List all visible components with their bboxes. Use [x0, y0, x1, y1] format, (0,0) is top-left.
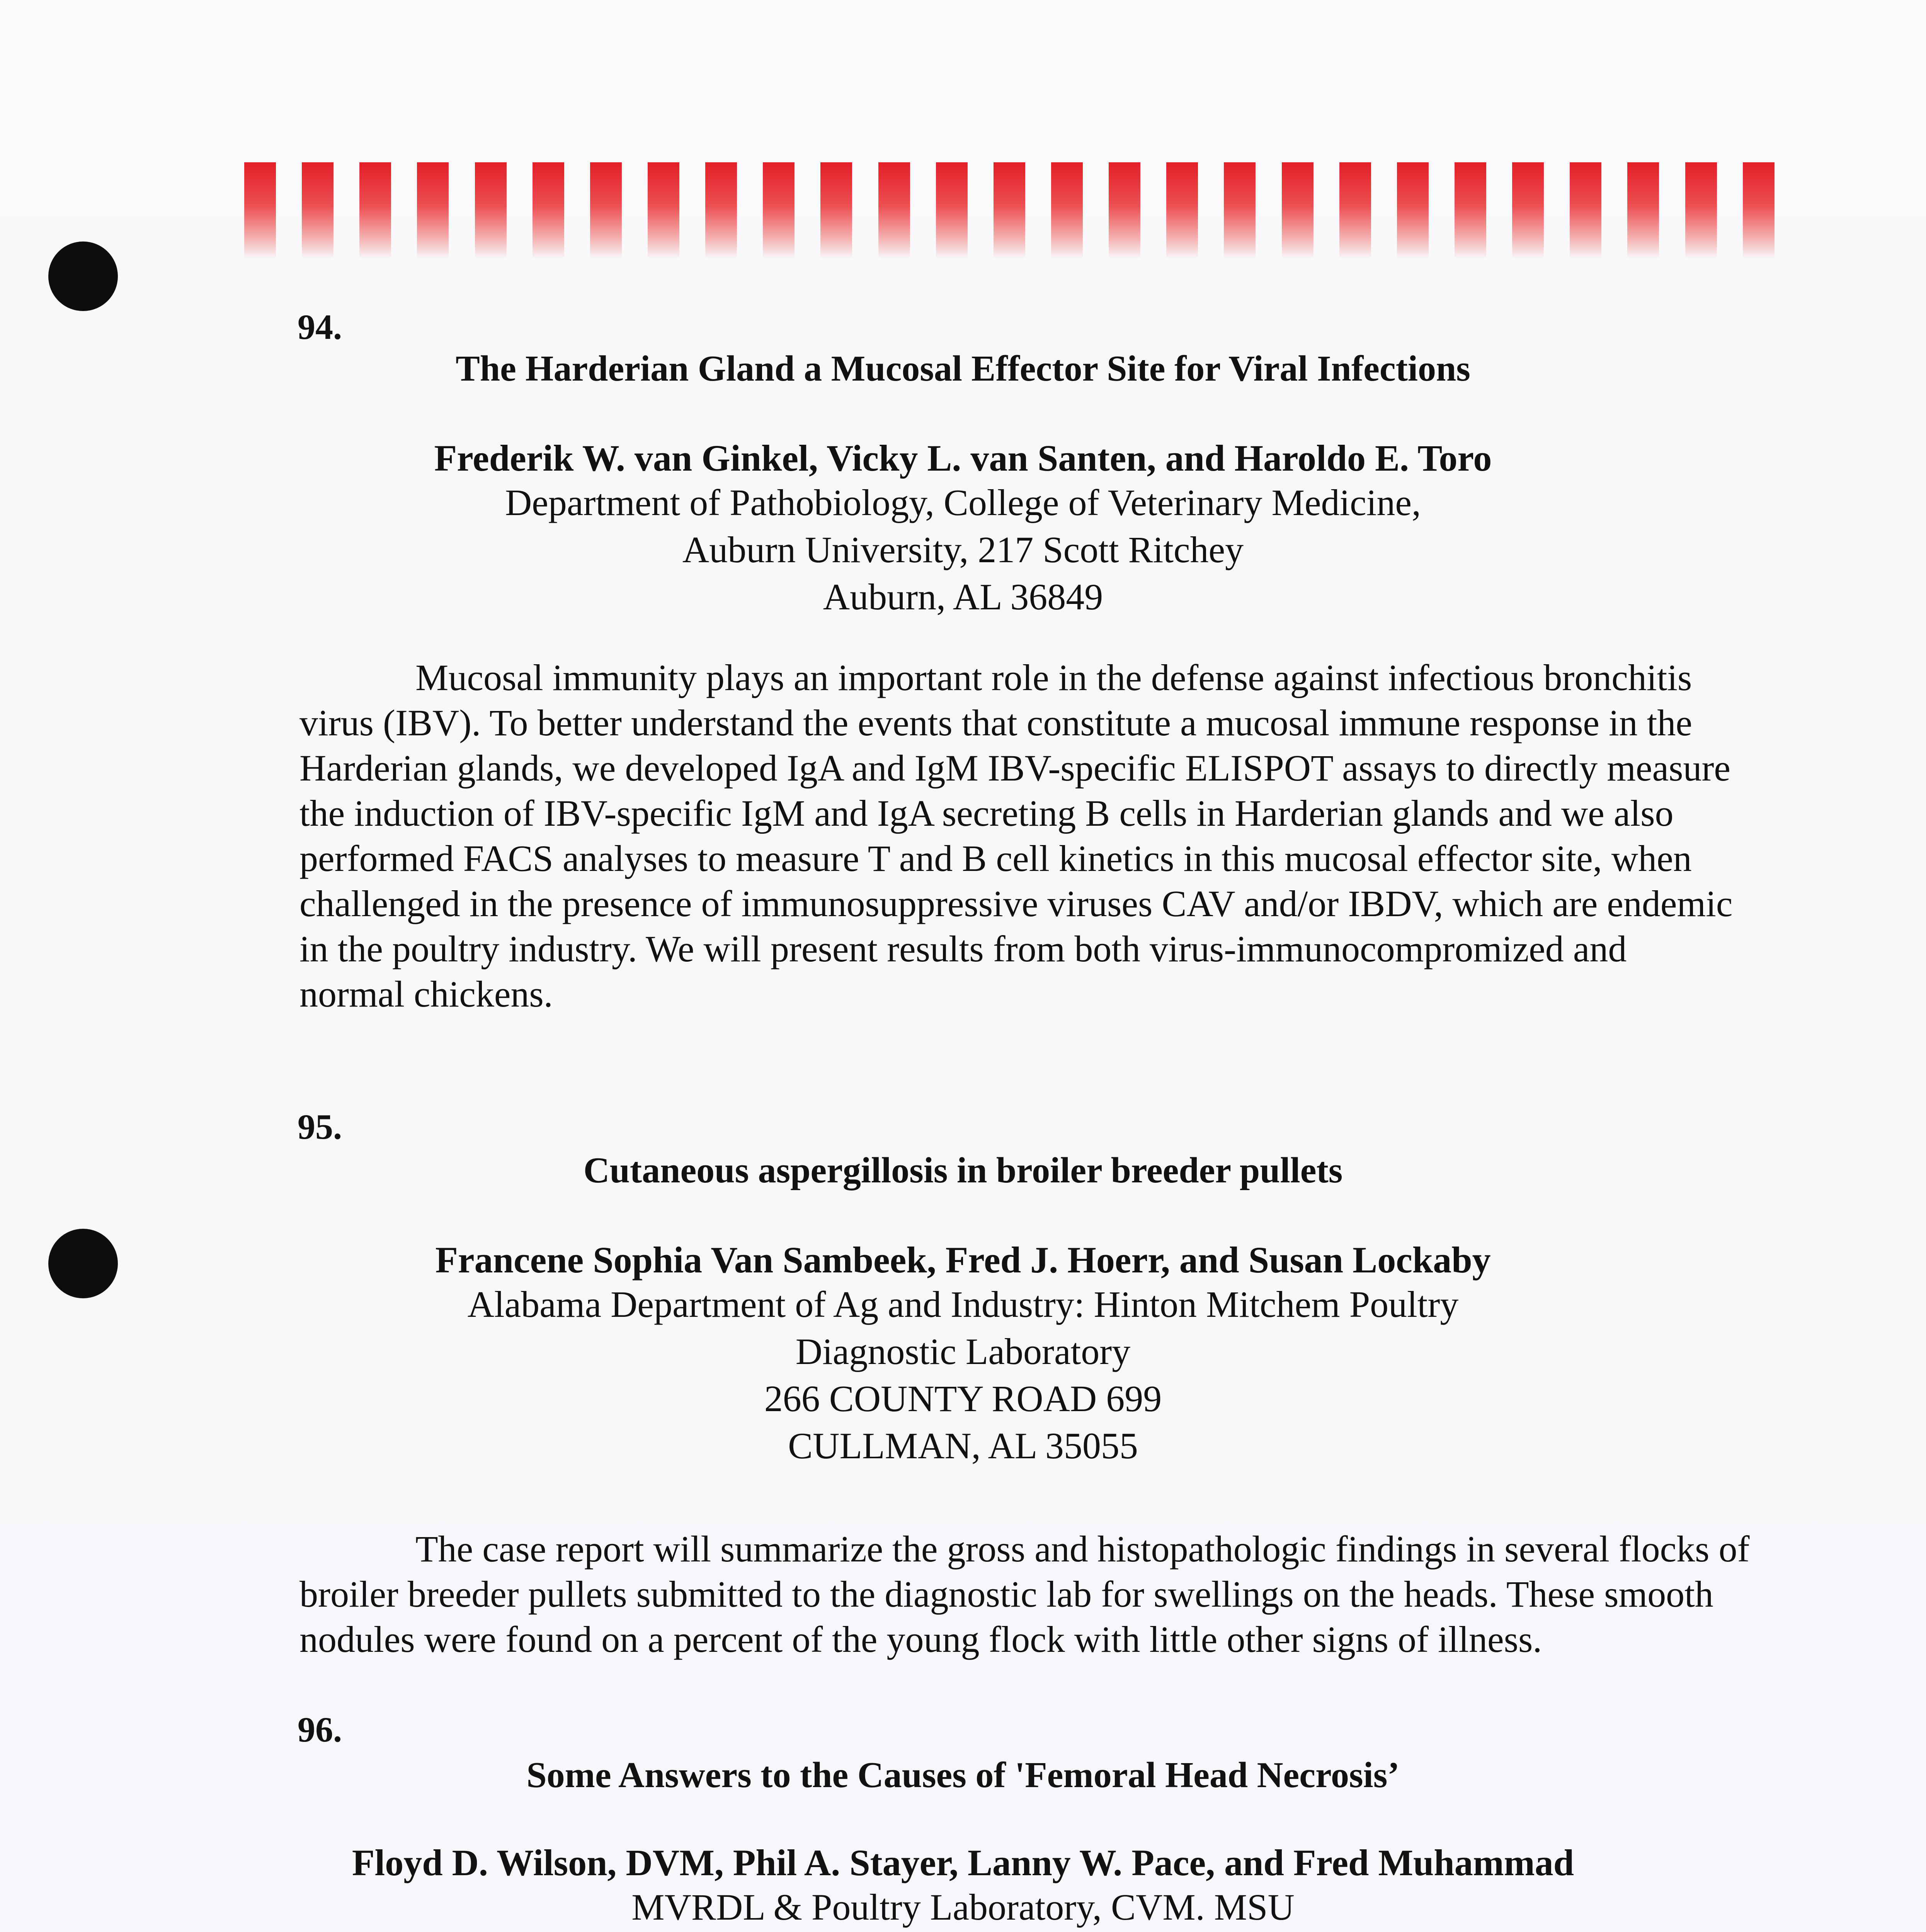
- affiliation-line: Alabama Department of Ag and Industry: Hinton Mitchem Poultry: [467, 1284, 1459, 1325]
- abstract-line: broiler breeder pullets submitted to the diagnostic lab for swellings on the heads. These smooth: [299, 1573, 1713, 1615]
- abstract-line: virus (IBV). To better understand the events that constitute a mucosal immune response in the: [299, 702, 1692, 743]
- stripe: [1051, 162, 1083, 259]
- abstract-line: The case report will summarize the gross and histopathologic findings in several flocks of: [415, 1528, 1750, 1570]
- abstract-number: 94.: [298, 307, 342, 347]
- abstract-affiliation: [0, 1884, 1926, 1931]
- abstract-line: the induction of IBV-specific IgM and IgA secreting B cells in Harderian glands and we also: [299, 793, 1674, 834]
- stripe: [1397, 162, 1429, 259]
- affiliation-line: CULLMAN, AL 35055: [788, 1425, 1138, 1466]
- stripe: [1570, 162, 1601, 259]
- abstract-affiliation: [0, 479, 1926, 621]
- abstract-line: challenged in the presence of immunosuppressive viruses CAV and/or IBDV, which are endemic: [299, 883, 1733, 924]
- stripe: [936, 162, 968, 259]
- abstract-line: Mucosal immunity plays an important role in the defense against infectious bronchitis: [415, 657, 1692, 698]
- stripe: [417, 162, 449, 259]
- stripe: [763, 162, 795, 259]
- abstract-number: 96.: [298, 1710, 342, 1749]
- abstract-authors: Frederik W. van Ginkel, Vicky L. van Santen, and Haroldo E. Toro: [434, 437, 1492, 479]
- abstract-body: [299, 1526, 1807, 1662]
- abstract-title: The Harderian Gland a Mucosal Effector Site for Viral Infections: [456, 349, 1470, 389]
- stripe: [878, 162, 910, 259]
- stripe: [994, 162, 1025, 259]
- stripe: [1743, 162, 1775, 259]
- stripe: [359, 162, 391, 259]
- stripe: [705, 162, 737, 259]
- stripe: [1224, 162, 1256, 259]
- abstract-line: in the poultry industry. We will present results from both virus-immunocompromized and: [299, 928, 1627, 969]
- affiliation-line: 266 COUNTY ROAD 699: [764, 1378, 1162, 1419]
- abstract-affiliation: [0, 1281, 1926, 1469]
- affiliation-line: Department of Pathobiology, College of Veterinary Medicine,: [505, 482, 1421, 523]
- stripe: [1627, 162, 1659, 259]
- abstract-line: Harderian glands, we developed IgA and IgM IBV-specific ELISPOT assays to directly measure: [299, 747, 1731, 789]
- stripe: [1282, 162, 1313, 259]
- stripe: [1455, 162, 1486, 259]
- decorative-stripe-band: [244, 162, 1775, 259]
- affiliation-line: Auburn, AL 36849: [823, 576, 1103, 617]
- abstract-authors: Francene Sophia Van Sambeek, Fred J. Hoerr, and Susan Lockaby: [435, 1239, 1491, 1281]
- affiliation-line: Diagnostic Laboratory: [795, 1330, 1131, 1372]
- stripe: [302, 162, 333, 259]
- abstract-body: [299, 655, 1807, 1017]
- stripe: [475, 162, 507, 259]
- abstract-line: normal chickens.: [299, 973, 553, 1015]
- stripe: [1109, 162, 1140, 259]
- affiliation-line: Auburn University, 217 Scott Ritchey: [682, 529, 1244, 570]
- abstract-line: performed FACS analyses to measure T and B cell kinetics in this mucosal effector site, when: [299, 838, 1692, 879]
- stripe: [590, 162, 622, 259]
- stripe: [533, 162, 564, 259]
- stripe: [1685, 162, 1717, 259]
- stripe: [820, 162, 852, 259]
- stripe: [1339, 162, 1371, 259]
- affiliation-line: MVRDL & Poultry Laboratory, CVM. MSU: [631, 1886, 1295, 1928]
- abstract-authors: Floyd D. Wilson, DVM, Phil A. Stayer, Lanny W. Pace, and Fred Muhammad: [352, 1842, 1574, 1883]
- binder-hole-top: [48, 242, 118, 311]
- abstract-title: Cutaneous aspergillosis in broiler breeder pullets: [583, 1150, 1343, 1190]
- stripe: [244, 162, 276, 259]
- abstract-number: 95.: [298, 1107, 342, 1146]
- abstract-line: nodules were found on a percent of the young flock with little other signs of illness.: [299, 1619, 1542, 1660]
- stripe: [1512, 162, 1544, 259]
- stripe: [1166, 162, 1198, 259]
- abstract-title: Some Answers to the Causes of 'Femoral Head Necrosis’: [526, 1755, 1400, 1795]
- stripe: [648, 162, 679, 259]
